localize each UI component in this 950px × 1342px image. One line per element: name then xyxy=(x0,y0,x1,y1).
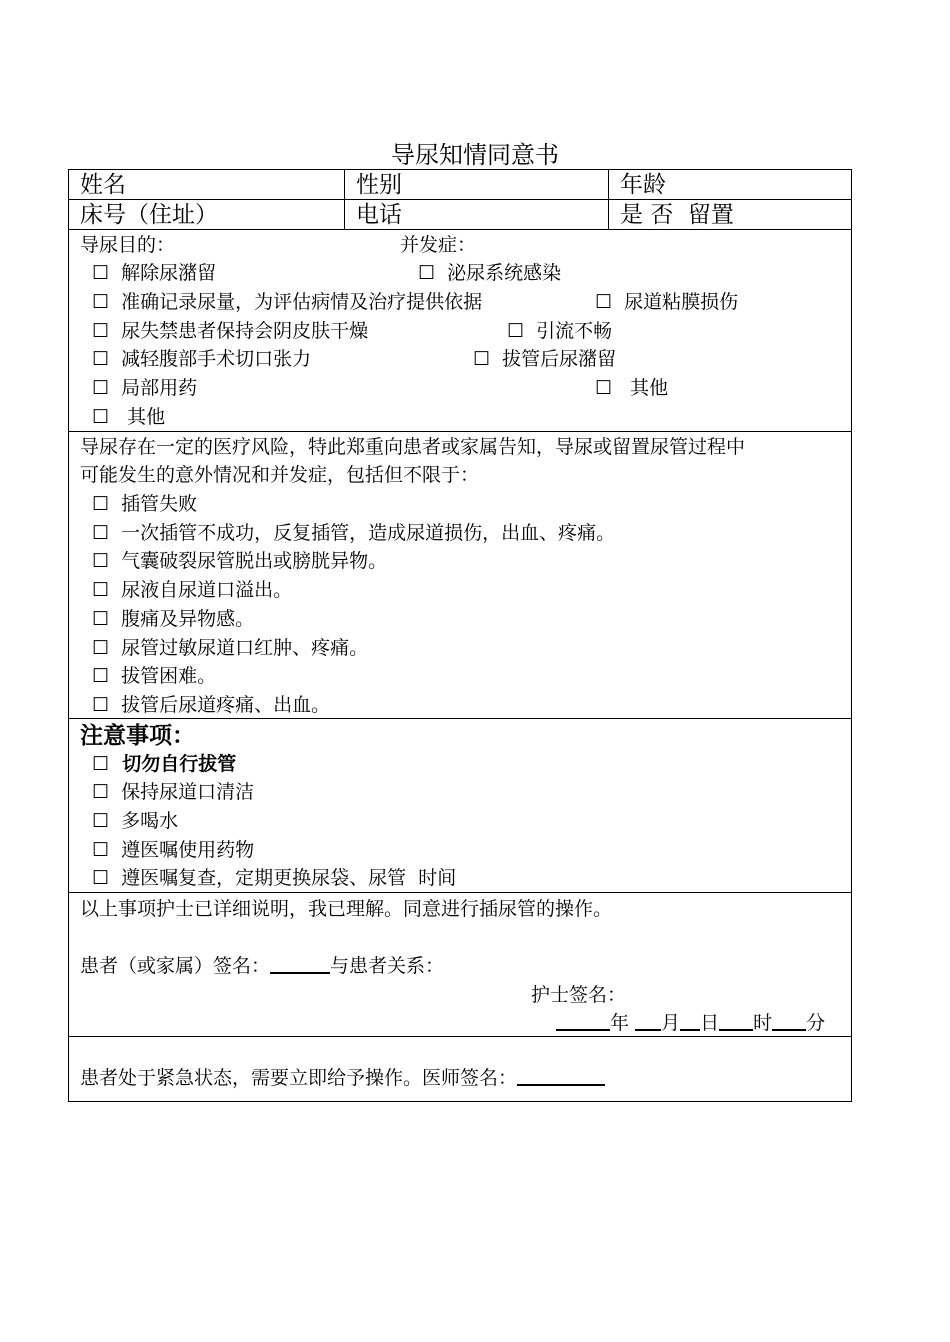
date-line: 年 月 日 时 分 xyxy=(556,1011,825,1035)
nurse-sign-label: 护士签名： xyxy=(531,984,627,1006)
bed-label: 床号（住址） xyxy=(80,202,218,228)
checkbox-icon[interactable]: ☐ xyxy=(92,406,110,428)
checkbox-icon[interactable]: ☐ xyxy=(473,348,491,370)
checkbox-icon[interactable]: ☐ xyxy=(92,320,110,342)
complication-item: ☐ 拔管后尿潴留 xyxy=(473,348,617,370)
checkbox-icon[interactable]: ☐ xyxy=(92,781,110,803)
risk-intro-line1: 导尿存在一定的医疗风险，特此郑重向患者或家属告知，导尿或留置尿管过程中 xyxy=(80,436,746,458)
notes-item: ☐ 遵医嘱复查，定期更换尿袋、尿管 时间 xyxy=(92,867,457,889)
notes-item: ☐ 切勿自行拔管 xyxy=(92,753,237,775)
purpose-item: ☐ 解除尿潴留 xyxy=(92,262,217,284)
risk-item: ☐ 腹痛及异物感。 xyxy=(92,608,255,630)
divider xyxy=(69,229,851,230)
purpose-item: ☐ 局部用药 xyxy=(92,377,198,399)
divider xyxy=(344,170,345,229)
risk-item: ☐ 尿液自尿道口溢出。 xyxy=(92,579,293,601)
checkbox-icon[interactable]: ☐ xyxy=(92,493,110,515)
complication-item: ☐ 泌尿系统感染 xyxy=(418,262,562,284)
notes-heading: 注意事项： xyxy=(80,722,195,749)
gender-label: 性别 xyxy=(356,172,402,198)
year-field[interactable] xyxy=(556,1011,610,1031)
divider xyxy=(69,718,851,719)
complication-item: ☐ 引流不畅 xyxy=(507,320,613,342)
age-label: 年龄 xyxy=(620,172,666,198)
divider xyxy=(69,1036,851,1037)
checkbox-icon[interactable]: ☐ xyxy=(92,839,110,861)
checkbox-icon[interactable]: ☐ xyxy=(92,550,110,572)
day-field[interactable] xyxy=(680,1011,700,1031)
notes-item: ☐ 多喝水 xyxy=(92,810,179,832)
complication-item: ☐ 尿道粘膜损伤 xyxy=(595,291,739,313)
risk-item: ☐ 一次插管不成功，反复插管，造成尿道损伤，出血、疼痛。 xyxy=(92,522,616,544)
checkbox-icon[interactable]: ☐ xyxy=(418,262,436,284)
complication-label: 并发症： xyxy=(400,234,477,256)
risk-intro-line2: 可能发生的意外情况和并发症，包括但不限于： xyxy=(80,464,480,486)
divider xyxy=(69,199,851,200)
checkbox-icon[interactable]: ☐ xyxy=(92,810,110,832)
checkbox-icon[interactable]: ☐ xyxy=(92,608,110,630)
purpose-item: ☐ 准确记录尿量，为评估病情及治疗提供依据 xyxy=(92,291,483,313)
patient-signature-field[interactable] xyxy=(270,954,330,974)
checkbox-icon[interactable]: ☐ xyxy=(92,377,110,399)
divider xyxy=(69,892,851,893)
divider xyxy=(69,431,851,432)
complication-item: ☐ 其他 xyxy=(595,377,669,399)
month-field[interactable] xyxy=(635,1011,661,1031)
risk-item: ☐ 插管失败 xyxy=(92,493,198,515)
checkbox-icon[interactable]: ☐ xyxy=(507,320,525,342)
consent-form xyxy=(68,169,852,1102)
emergency-line: 患者处于紧急状态，需要立即给予操作。医师签名： xyxy=(80,1066,605,1090)
name-label: 姓名 xyxy=(80,172,126,198)
checkbox-icon[interactable]: ☐ xyxy=(92,694,110,716)
divider xyxy=(608,170,609,229)
checkbox-icon[interactable]: ☐ xyxy=(92,579,110,601)
checkbox-icon[interactable]: ☐ xyxy=(595,291,613,313)
purpose-label: 导尿目的： xyxy=(80,234,176,256)
consent-statement: 以上事项护士已详细说明，我已理解。同意进行插尿管的操作。 xyxy=(80,898,613,920)
minute-field[interactable] xyxy=(772,1011,806,1031)
checkbox-icon[interactable]: ☐ xyxy=(92,348,110,370)
purpose-item: ☐ 减轻腹部手术切口张力 xyxy=(92,348,312,370)
doctor-signature-field[interactable] xyxy=(517,1066,605,1086)
risk-item: ☐ 气囊破裂尿管脱出或膀胱异物。 xyxy=(92,550,388,572)
checkbox-icon[interactable]: ☐ xyxy=(595,377,613,399)
page-title: 导尿知情同意书 xyxy=(391,141,559,169)
phone-label: 电话 xyxy=(356,202,402,228)
checkbox-icon[interactable]: ☐ xyxy=(92,665,110,687)
checkbox-icon[interactable]: ☐ xyxy=(92,262,110,284)
checkbox-icon[interactable]: ☐ xyxy=(92,753,110,775)
patient-sign-line: 患者（或家属）签名： 与患者关系： xyxy=(80,955,445,977)
checkbox-icon[interactable]: ☐ xyxy=(92,867,110,889)
hour-field[interactable] xyxy=(719,1011,753,1031)
checkbox-icon[interactable]: ☐ xyxy=(92,637,110,659)
checkbox-icon[interactable]: ☐ xyxy=(92,291,110,313)
risk-item: ☐ 拔管困难。 xyxy=(92,665,217,687)
notes-item: ☐ 遵医嘱使用药物 xyxy=(92,839,255,861)
risk-item: ☐ 拔管后尿道疼痛、出血。 xyxy=(92,694,331,716)
checkbox-icon[interactable]: ☐ xyxy=(92,522,110,544)
purpose-item: ☐ 其他 xyxy=(92,406,166,428)
retain-label: 是 否 留置 xyxy=(620,202,734,228)
notes-item: ☐ 保持尿道口清洁 xyxy=(92,781,255,803)
purpose-item: ☐ 尿失禁患者保持会阴皮肤干燥 xyxy=(92,320,369,342)
risk-item: ☐ 尿管过敏尿道口红肿、疼痛。 xyxy=(92,637,369,659)
